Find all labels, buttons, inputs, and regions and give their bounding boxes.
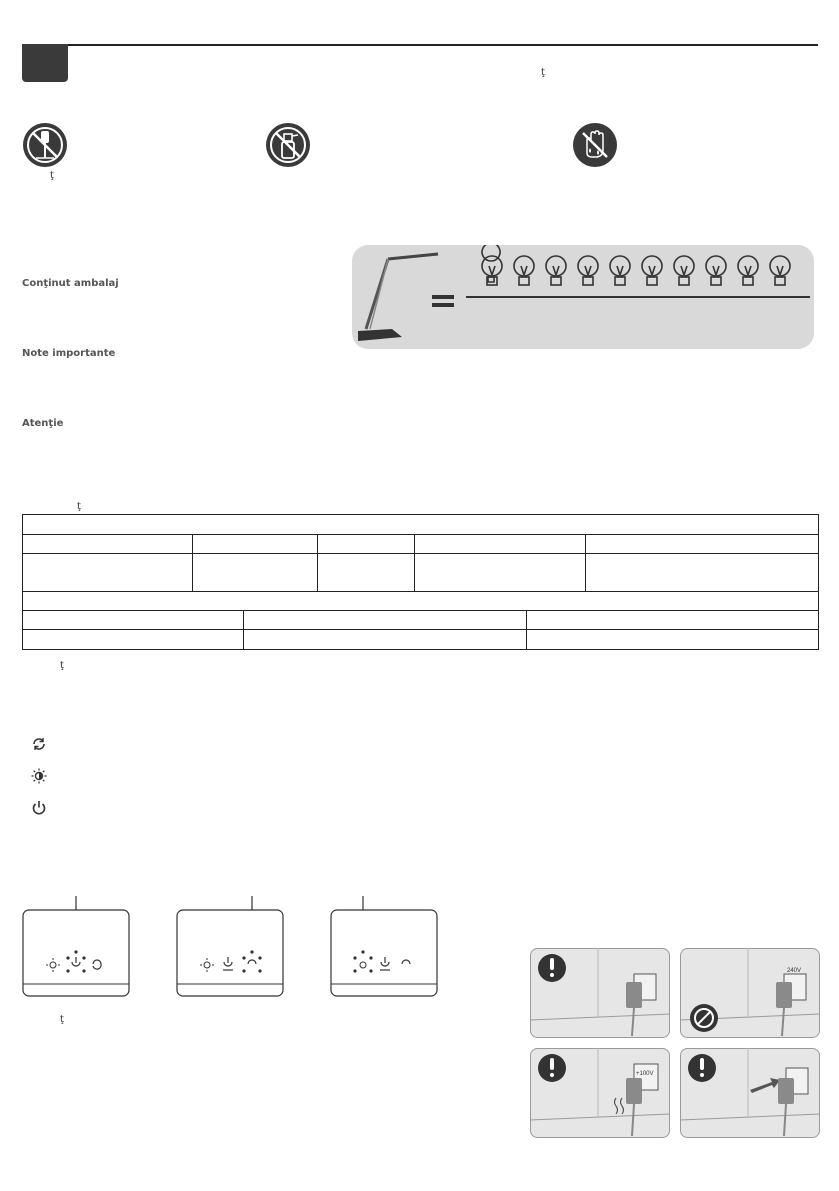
- table-cell: [318, 535, 415, 553]
- specs-table: [22, 514, 819, 650]
- table-cell: [23, 554, 193, 591]
- plug-panel-correct: [530, 948, 670, 1038]
- table-cell: [23, 592, 818, 610]
- table-row: [23, 554, 818, 592]
- lamp-base-mode: [176, 896, 284, 998]
- heading-important-notes: Note importante: [22, 348, 116, 359]
- table-cell: [193, 535, 318, 553]
- table-row: [23, 592, 818, 611]
- language-badge: [22, 44, 68, 82]
- heading-package-contents: Conţinut ambalaj: [22, 278, 119, 289]
- table-row: [23, 611, 818, 630]
- lamp-base-power: [22, 896, 130, 998]
- table-cell: [527, 611, 818, 629]
- plug-voltage-a: 240V: [787, 968, 802, 974]
- lamp-base-brightness: [330, 896, 438, 998]
- table-glyph: ţ: [77, 501, 81, 512]
- table-cell: [415, 535, 586, 553]
- bases-glyph: ţ: [60, 1014, 64, 1025]
- table-row: [23, 630, 818, 649]
- bulbs-row: [478, 253, 800, 293]
- warning-glyph: ţ: [50, 170, 54, 181]
- table-cell: [23, 535, 193, 553]
- header-glyph: ţ: [541, 67, 545, 78]
- table-row: [23, 535, 818, 554]
- plug-panel-insert: [680, 1048, 820, 1138]
- plug-panel-wrong-voltage: [680, 948, 820, 1038]
- after-table-glyph: ţ: [60, 660, 64, 671]
- table-cell: [527, 630, 818, 649]
- table-row: [23, 515, 818, 535]
- power-icon: [31, 800, 47, 816]
- brightness-icon: [31, 768, 47, 784]
- plug-voltage-b: +100V: [636, 1071, 654, 1077]
- table-cell: [586, 554, 818, 591]
- table-cell: [415, 554, 586, 591]
- table-cell: [244, 611, 527, 629]
- header-rule: [22, 44, 818, 46]
- mode-cycle-icon: [31, 736, 47, 752]
- table-cell: [193, 554, 318, 591]
- heading-attention: Atenţie: [22, 418, 64, 429]
- plug-panel-heat: [530, 1048, 670, 1138]
- table-cell: [318, 554, 415, 591]
- no-spray-icon: [265, 122, 311, 168]
- table-cell: [23, 630, 244, 649]
- table-cell: [244, 630, 527, 649]
- no-wet-hands-icon: [572, 122, 618, 168]
- table-cell: [23, 611, 244, 629]
- table-cell: [586, 535, 818, 553]
- table-cell: [23, 515, 818, 534]
- no-disassemble-icon: [22, 122, 68, 168]
